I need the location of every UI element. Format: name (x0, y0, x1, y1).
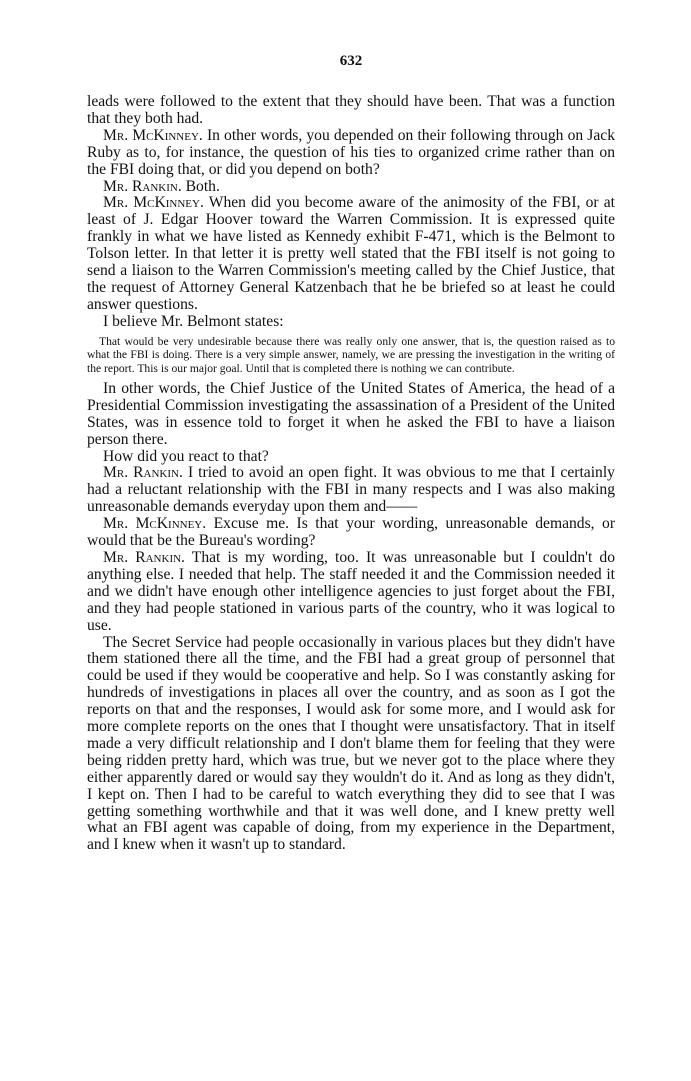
paragraph-text: I tried to avoid an open fight. It was obvious to me that I certainly had a reluctant relationship with the FBI in many respects and I was also making unreasonable demands everyday upon them and—— (87, 464, 615, 516)
paragraph (87, 94, 615, 128)
speaker-name: Mr. Rankin. (103, 464, 183, 482)
paragraph-text: The Secret Service had people occasionally in various places but they didn't have them stationed there all the time, and the FBI had a great group of personnel that could be used if they would be cooperative and help. So I was constantly asking for hundreds of investigations in places all over the country, and as soon as I got the reports on that and the responses, I would ask for some more, and I would ask for more complete reports on the ones that I thought were unsatisfactory. That in itself made a very difficult relationship and I don't blame them for feeling that they were being ridden pretty hard, which was true, but we never got to the place where they either apparently dared or would say they wouldn't do it. And as long as they didn't, I kept on. Then I had to be careful to watch everything they did to see that I was getting something worthwhile and that it was well done, and I knew pretty well what an FBI agent was capable of doing, from my experience in the Department, and I knew when it wasn't up to standard. (87, 633, 615, 854)
paragraph (87, 195, 615, 313)
paragraph-text: That is my wording, too. It was unreasonable but I couldn't do anything else. I needed that help. The staff needed it and the Commission needed it and we didn't have enough other intelligence agencies to just forget about the FBI, and they had people stationed in various parts of the country, who it was logical to use. (87, 548, 615, 634)
paragraph (87, 516, 615, 550)
speaker-name: Mr. Rankin. (103, 177, 182, 195)
paragraph-text: Both. (181, 177, 220, 195)
paragraph (87, 550, 615, 635)
block-quote: That would be very undesirable because there was really only one answer, that is, the question raised as to what the FBI is doing. There is a very simple answer, namely, we are pressing the investigation in the writing of the report. This is our major goal. Until that is completed there is nothing we can contribute. (87, 334, 615, 375)
paragraph-text: How did you react to that? (103, 447, 269, 465)
speaker-name: Mr. McKinney. (103, 515, 207, 533)
paragraph (87, 449, 615, 466)
paragraph-text: leads were followed to the extent that they should have been. That was a function that they both had. (87, 93, 615, 127)
transcript-body (87, 94, 615, 854)
paragraph (87, 635, 615, 855)
paragraph-text: In other words, you depended on their following through on Jack Ruby as to, for instance, the question of his ties to organized crime rather than on the FBI doing that, or did you depend on both? (87, 126, 616, 178)
speaker-name: Mr. Rankin. (103, 548, 185, 566)
paragraph-text: When did you become aware of the animosity of the FBI, or at least of J. Edgar Hoover toward the Warren Commission. It is expressed quite frankly in what we have listed as Kennedy exhibit F-471, which is the Belmont to Tolson letter. In that letter it is pretty well stated that the FBI itself is not going to send a liaison to the Warren Commission's meeting called by the Chief Justice, that the request of Attorney General Katzenbach that he be briefed so at least he could answer questions. (87, 194, 616, 313)
paragraph-text: Excuse me. Is that your wording, unreasonable demands, or would that be the Bureau's wording? (87, 515, 616, 550)
page-number: 632 (339, 53, 363, 69)
paragraph (87, 179, 615, 196)
paragraph-text: I believe Mr. Belmont states: (103, 312, 284, 330)
paragraph (87, 128, 615, 179)
paragraph (87, 465, 615, 516)
paragraph (87, 381, 615, 449)
paragraph-text: In other words, the Chief Justice of the United States of America, the head of a Presidential Commission investigating the assassination of a President of the United States, was in essence told to forget it when he asked the FBI to have a liaison person there. (87, 379, 615, 448)
speaker-name: Mr. McKinney. (103, 126, 203, 144)
paragraph (87, 314, 615, 331)
speaker-name: Mr. McKinney. (103, 194, 204, 212)
